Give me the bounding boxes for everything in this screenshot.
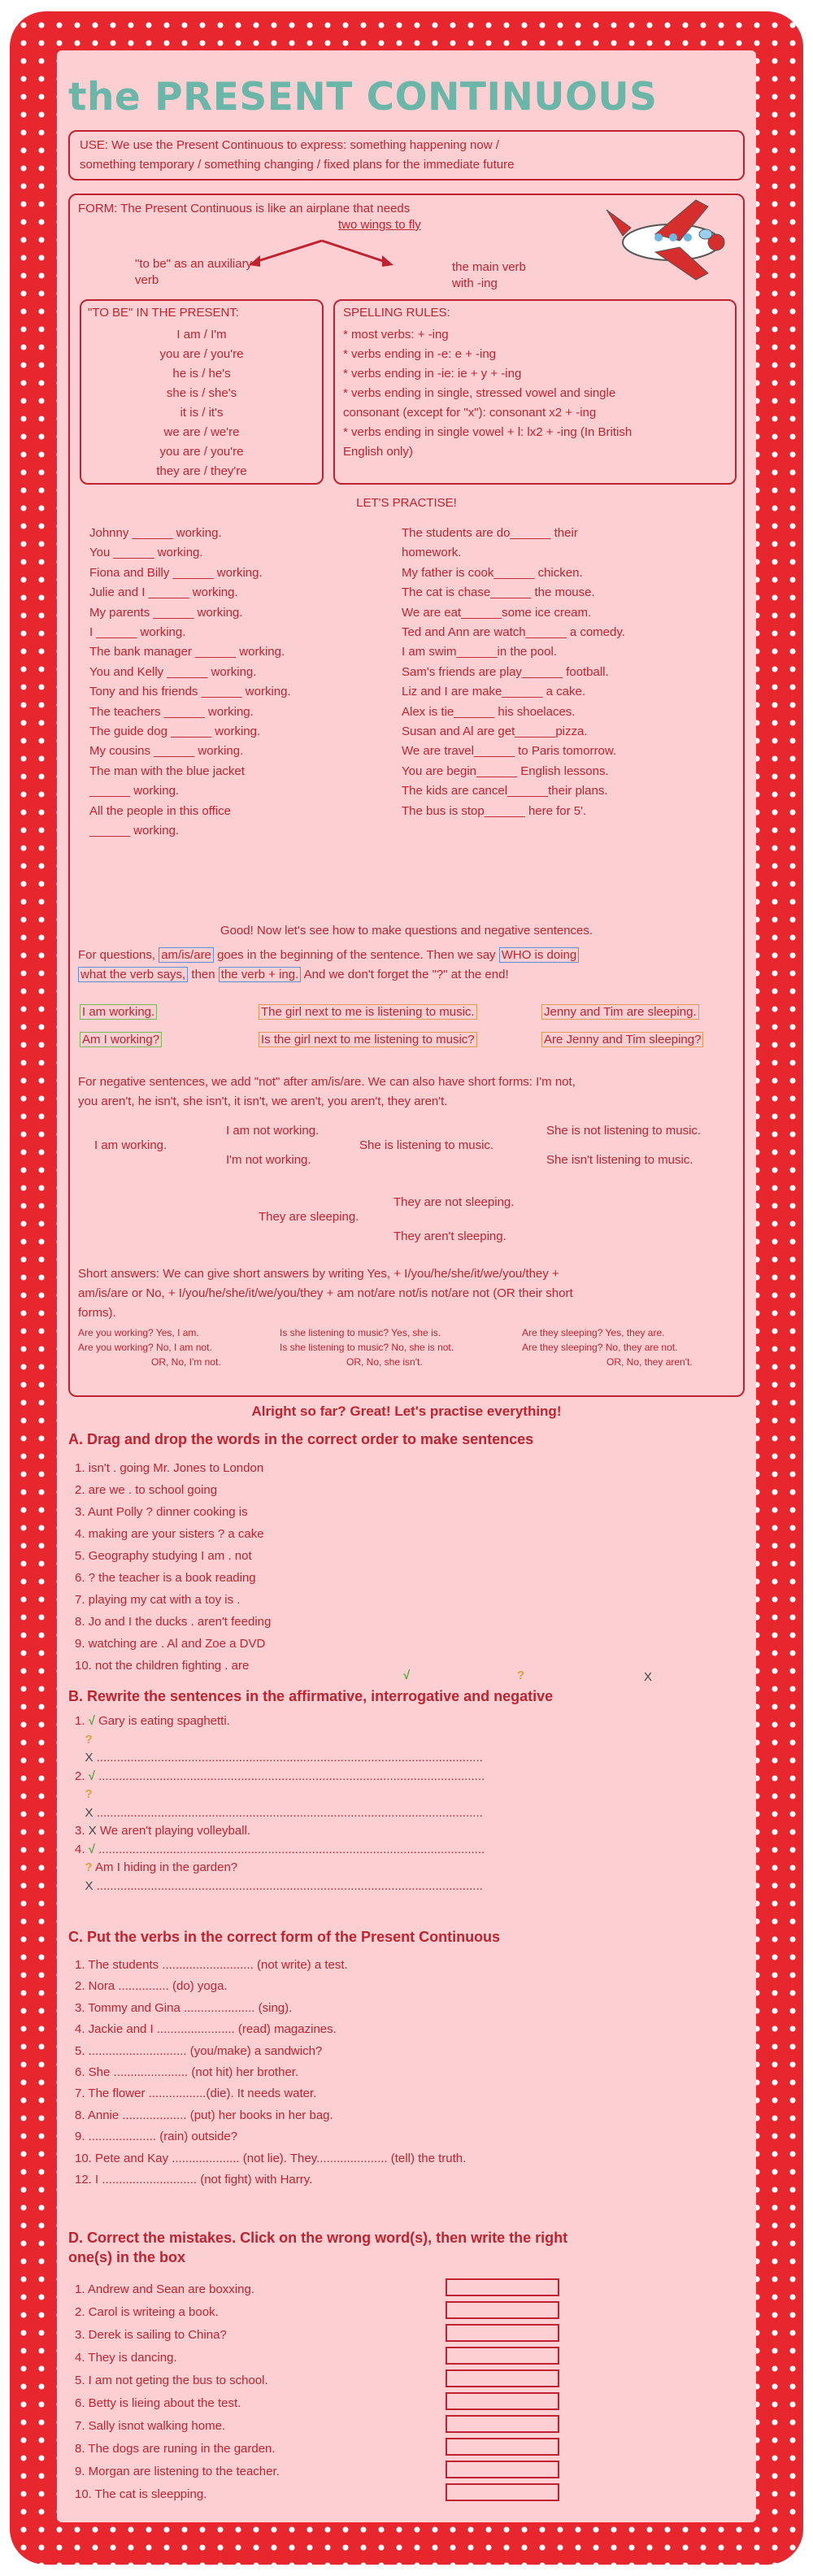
text: Is the girl next to me listening to music? <box>259 1032 477 1047</box>
question-example-1a <box>80 1005 157 1019</box>
check-icon: √ <box>88 1714 95 1728</box>
drag-item[interactable]: 4. making are your sisters ? a cake <box>75 1527 264 1541</box>
practise-item: The cat is chase______ the mouse. <box>402 585 595 600</box>
answer-line[interactable]: .................................................................................................................. <box>96 1805 483 1820</box>
short-answer-1c: OR, No, I'm not. <box>151 1356 221 1368</box>
spelling-row: consonant (except for "x"): consonant x2 + -ing <box>343 406 597 420</box>
practise-item: We are travel______ to Paris tomorrow. <box>402 744 617 759</box>
practise-item: The man with the blue jacket <box>89 764 245 778</box>
mistake-item[interactable]: 6. Betty is lieing about the test. <box>75 2396 241 2410</box>
drag-item[interactable]: 1. isn't . going Mr. Jones to London <box>75 1461 264 1475</box>
practise-left-column <box>89 524 291 842</box>
practise-item: Sam's friends are play______ football. <box>402 664 609 679</box>
sentence: We aren't playing volleyball. <box>99 1824 251 1838</box>
spelling-row: * verbs ending in -ie: ie + y + -ing <box>343 367 522 381</box>
to-be-row: I am / I'm <box>176 328 227 342</box>
practise-item: I am swim______in the pool. <box>402 645 557 659</box>
practise-item: Ted and Ann are watch______ a comedy. <box>402 625 625 640</box>
practise-item: The bank manager ______ working. <box>89 645 285 659</box>
use-box <box>68 130 745 181</box>
wing-arrows <box>233 236 411 276</box>
questions-line-1 <box>78 948 579 962</box>
mistake-item[interactable]: 9. Morgan are listening to the teacher. <box>75 2465 280 2478</box>
answer-box[interactable] <box>446 2392 559 2410</box>
practise-item: Liz and I are make______ a cake. <box>402 685 585 699</box>
mistake-item[interactable]: 8. The dogs are runing in the garden. <box>75 2442 276 2456</box>
use-line-2: something temporary / something changing / fixed plans for the immediate future <box>80 158 515 172</box>
to-be-box <box>80 299 324 485</box>
rewrite-row <box>75 1822 750 1841</box>
spelling-row: * verbs ending in single, stressed vowel and single <box>343 386 616 400</box>
verb-item[interactable]: 9. .................... (rain) outside? <box>75 2130 238 2144</box>
question-example-3a <box>541 1005 699 1019</box>
verb-item[interactable]: 7. The flower .................(die). It needs water. <box>75 2086 317 2101</box>
short-line-3: forms). <box>78 1306 116 1320</box>
form-line-2: two wings to fly <box>338 218 421 232</box>
rewrite-row <box>75 1786 750 1804</box>
questions-line-2 <box>78 968 509 981</box>
questions-intro: Good! Now let's see how to make questions and negative sentences. <box>220 924 593 938</box>
right-wing-label: the main verb <box>452 260 526 274</box>
negative-example-2b: She isn't listening to music. <box>546 1153 693 1167</box>
negative-example-3: They are sleeping. <box>259 1210 359 1224</box>
drag-item[interactable]: 2. are we . to school going <box>75 1483 218 1497</box>
spelling-box <box>333 299 737 485</box>
section-b-heading: B. Rewrite the sentences in the affirmative, interrogative and negative <box>68 1688 554 1704</box>
mistake-item[interactable]: 5. I am not geting the bus to school. <box>75 2374 268 2387</box>
text: The girl next to me is listening to music. <box>259 1004 477 1020</box>
verb-item[interactable]: 1. The students ........................... (not write) a test. <box>75 1958 348 1972</box>
who-highlight: WHO is doing <box>499 947 580 963</box>
negative-example-1: I am working. <box>94 1138 167 1152</box>
use-line-1: USE: We use the Present Continuous to express: something happening now / <box>80 138 499 152</box>
mistake-item[interactable]: 1. Andrew and Sean are boxxing. <box>75 2282 254 2296</box>
spelling-row: * most verbs: + -ing <box>343 328 449 342</box>
short-answer-3: Are they sleeping? Yes, they are. <box>522 1327 665 1338</box>
page-title: the PRESENT CONTINUOUS <box>68 75 658 120</box>
negative-example-1b: I'm not working. <box>226 1153 311 1167</box>
to-be-row: you are / you're <box>159 347 244 361</box>
section-a-heading: A. Drag and drop the words in the correct order to make sentences <box>68 1431 534 1447</box>
verb-item[interactable]: 10. Pete and Kay .................... (not lie). They..................... (tell) the truth. <box>75 2151 467 2165</box>
practise-item: Susan and Al are get______pizza. <box>402 724 588 739</box>
text: then <box>191 968 215 981</box>
short-answer-3b: Are they sleeping? No, they are not. <box>522 1342 678 1353</box>
answer-box[interactable] <box>446 2324 559 2342</box>
practise-item: Julie and I ______ working. <box>89 585 238 600</box>
practise-item: You and Kelly ______ working. <box>89 664 257 679</box>
to-be-row: they are / they're <box>156 464 247 478</box>
practise-item: The bus is stop______ here for 5'. <box>402 803 587 818</box>
answer-box[interactable] <box>446 2415 559 2433</box>
rewrite-row <box>75 1749 750 1768</box>
question-example-2b <box>259 1033 477 1046</box>
right-arrow <box>322 241 385 262</box>
spelling-heading: SPELLING RULES: <box>343 306 450 320</box>
verb-item[interactable]: 5. ............................. (you/make) a sandwich? <box>75 2043 323 2058</box>
mistake-item[interactable]: 4. They is dancing. <box>75 2351 177 2365</box>
question-icon: ? <box>85 1860 93 1874</box>
rewrite-row <box>75 1768 750 1786</box>
question-icon: ? <box>85 1732 93 1747</box>
section-a-list <box>75 1457 271 1677</box>
rewrite-row <box>75 1859 750 1878</box>
form-box <box>68 194 745 1397</box>
rewrite-row <box>75 1841 750 1860</box>
to-be-list <box>81 325 322 481</box>
negative-example-1a: I am not working. <box>226 1124 320 1138</box>
spelling-row: English only) <box>343 445 413 459</box>
negatives-line-2: you aren't, he isn't, she isn't, it isn't, we aren't, you aren't, they aren't. <box>78 1094 448 1108</box>
negative-example-3b: They aren't sleeping. <box>393 1229 506 1243</box>
practise-item: All the people in this office <box>89 803 232 818</box>
worksheet-page <box>57 50 756 2522</box>
practise-item: Fiona and Billy ______ working. <box>89 565 263 580</box>
practise-item: Johnny ______ working. <box>89 526 222 540</box>
cross-icon: X <box>88 1824 97 1838</box>
rewrite-row <box>75 1878 750 1896</box>
verb-item[interactable]: 3. Tommy and Gina ..................... (sing). <box>75 2000 293 2015</box>
section-b-list <box>75 1712 750 1895</box>
short-line-2: am/is/are or No, + I/you/he/she/it/we/you/they + am not/are not/is not/are not (OR their short <box>78 1286 573 1300</box>
answer-box[interactable] <box>446 2369 559 2387</box>
practise-item: I ______ working. <box>89 625 186 640</box>
question-icon: ? <box>517 1669 525 1682</box>
question-example-2a <box>259 1005 477 1019</box>
mistake-item[interactable]: 2. Carol is writeing a book. <box>75 2305 219 2319</box>
form-line-1: FORM: The Present Continuous is like an airplane that needs <box>78 202 411 215</box>
answer-box[interactable] <box>446 2483 559 2501</box>
answer-box[interactable] <box>446 2278 559 2296</box>
text: For questions, <box>78 948 156 962</box>
spelling-row: * verbs ending in single vowel + l: lx2 + -ing (In British <box>343 425 633 439</box>
verb-item[interactable]: 2. Nora ............... (do) yoga. <box>75 1979 228 1994</box>
number: 3. <box>75 1824 85 1838</box>
answer-box[interactable] <box>446 2461 559 2478</box>
drag-item[interactable]: 5. Geography studying I am . not <box>75 1549 252 1563</box>
text: Am I working? <box>80 1032 162 1047</box>
sentence: Gary is eating spaghetti. <box>98 1714 230 1728</box>
practise-item: The guide dog ______ working. <box>89 724 261 739</box>
text: Are Jenny and Tim sleeping? <box>541 1032 703 1047</box>
negative-example-2: She is listening to music. <box>359 1138 494 1152</box>
short-answer-1b: Are you working? No, I am not. <box>78 1342 212 1353</box>
mistake-item[interactable]: 3. Derek is sailing to China? <box>75 2328 227 2342</box>
cross-icon: X <box>85 1878 93 1893</box>
cross-icon: X <box>85 1751 93 1764</box>
section-c-list <box>75 1955 466 2191</box>
short-answer-3c: OR, No, they aren't. <box>606 1356 693 1368</box>
left-wing-label: "to be" as an auxiliary <box>135 257 253 271</box>
right-wing-label-2: with -ing <box>452 276 498 290</box>
am-is-are-highlight: am/is/are <box>159 947 214 963</box>
right-arrow-head <box>382 255 393 267</box>
drag-item[interactable]: 8. Jo and I the ducks . aren't feeding <box>75 1615 272 1629</box>
answer-line[interactable]: .................................................................................................................. <box>96 1878 483 1893</box>
check-icon: √ <box>88 1842 95 1856</box>
number: 4. <box>75 1842 85 1856</box>
airplane-icon <box>598 195 737 285</box>
practise-item: The kids are cancel______their plans. <box>402 784 608 798</box>
short-line-1: Short answers: We can give short answers by writing Yes, + I/you/he/she/it/we/you/they + <box>78 1267 559 1281</box>
drag-item[interactable]: 10. not the children fighting . are <box>75 1659 250 1673</box>
practise-item: You ______ working. <box>89 546 203 560</box>
answer-box[interactable] <box>446 2438 559 2456</box>
text: Jenny and Tim are sleeping. <box>541 1004 699 1020</box>
answer-line[interactable]: .................................................................................................................. <box>98 1769 485 1783</box>
rewrite-row <box>75 1804 750 1823</box>
verb-ing-highlight: the verb + ing. <box>219 967 301 982</box>
to-be-row: she is / she's <box>166 386 237 400</box>
practise-item: Alex is tie______ his shoelaces. <box>402 704 576 719</box>
spelling-row: * verbs ending in -e: e + -ing <box>343 347 497 361</box>
verb-item[interactable]: 12. I ............................ (not fight) with Harry. <box>75 2173 313 2187</box>
negative-example-2a: She is not listening to music. <box>546 1124 702 1138</box>
number: 2. <box>75 1769 85 1783</box>
short-answer-1: Are you working? Yes, I am. <box>78 1327 199 1338</box>
question-example-3b <box>541 1033 703 1046</box>
cross-icon: X <box>644 1670 653 1684</box>
drag-item[interactable]: 7. playing my cat with a toy is . <box>75 1593 241 1607</box>
answer-line[interactable]: .................................................................................................................. <box>96 1751 483 1764</box>
text: I am working. <box>80 1004 157 1020</box>
practise-item: Tony and his friends ______ working. <box>89 685 291 699</box>
practise-item: My parents ______ working. <box>89 605 243 620</box>
practise-item: My father is cook______ chicken. <box>402 565 583 580</box>
practise-item: ______ working. <box>89 824 180 838</box>
short-answer-2c: OR, No, she isn't. <box>346 1356 423 1368</box>
negatives-line-1: For negative sentences, we add "not" after am/is/are. We can also have short forms: I'm not, <box>78 1075 576 1089</box>
practise-heading: LET'S PRACTISE! <box>356 496 457 510</box>
practise-item: The students are do______ their <box>402 526 578 540</box>
left-wing-label-2: verb <box>135 273 159 287</box>
to-be-row: it is / it's <box>180 406 224 420</box>
sentence: Am I hiding in the garden? <box>95 1860 238 1874</box>
to-be-row: we are / we're <box>163 425 240 439</box>
spelling-list <box>343 325 632 462</box>
verb-item[interactable]: 8. Annie ................... (put) her books in her bag. <box>75 2108 333 2122</box>
practise-item: The teachers ______ working. <box>89 704 254 719</box>
rewrite-row <box>75 1712 750 1731</box>
to-be-row: he is / he's <box>172 367 231 381</box>
left-arrow <box>255 241 322 262</box>
short-answer-2b: Is she listening to music? No, she is not. <box>280 1342 454 1353</box>
drag-item[interactable]: 6. ? the teacher is a book reading <box>75 1571 256 1585</box>
verb-says-highlight: what the verb says, <box>78 967 188 982</box>
negative-example-3a: They are not sleeping. <box>393 1195 515 1209</box>
verb-item[interactable]: 4. Jackie and I ....................... (read) magazines. <box>75 2022 337 2037</box>
section-d-list <box>75 2278 280 2506</box>
alright-heading: Alright so far? Great! Let's practise everything! <box>251 1403 562 1419</box>
number: 1. <box>75 1714 85 1728</box>
answer-line[interactable]: .................................................................................................................. <box>98 1842 485 1856</box>
practise-item: My cousins ______ working. <box>89 744 244 759</box>
practise-item: ______ working. <box>89 784 180 798</box>
question-example-1b <box>80 1033 162 1046</box>
short-answer-2: Is she listening to music? Yes, she is. <box>280 1327 441 1338</box>
mistake-item[interactable]: 10. The cat is sleepping. <box>75 2487 207 2501</box>
verb-item[interactable]: 6. She ...................... (not hit) her brother. <box>75 2065 299 2080</box>
question-icon: ? <box>85 1787 93 1801</box>
mistake-item[interactable]: 7. Sally isnot walking home. <box>75 2419 226 2433</box>
text: goes in the beginning of the sentence. Then we say <box>217 948 496 962</box>
drag-item[interactable]: 9. watching are . Al and Zoe a DVD <box>75 1637 266 1651</box>
answer-box[interactable] <box>446 2301 559 2319</box>
cross-icon: X <box>85 1805 93 1820</box>
section-d-heading-1: D. Correct the mistakes. Click on the wrong word(s), then write the right <box>68 2230 568 2246</box>
check-icon: √ <box>403 1669 411 1682</box>
drag-item[interactable]: 3. Aunt Polly ? dinner cooking is <box>75 1505 248 1519</box>
practise-right-column <box>402 524 625 821</box>
practise-item: We are eat______some ice cream. <box>402 605 592 620</box>
section-c-heading: C. Put the verbs in the correct form of the Present Continuous <box>68 1929 501 1945</box>
check-icon: √ <box>88 1769 95 1783</box>
section-d-heading-2: one(s) in the box <box>68 2249 185 2265</box>
answer-box[interactable] <box>446 2347 559 2365</box>
rewrite-row <box>75 1731 750 1750</box>
to-be-heading: "TO BE" IN THE PRESENT: <box>88 306 239 320</box>
practise-item: You are begin______ English lessons. <box>402 764 609 778</box>
text: And we don't forget the "?" at the end! <box>303 968 509 981</box>
to-be-row: you are / you're <box>159 445 244 459</box>
practise-item: homework. <box>402 546 462 560</box>
